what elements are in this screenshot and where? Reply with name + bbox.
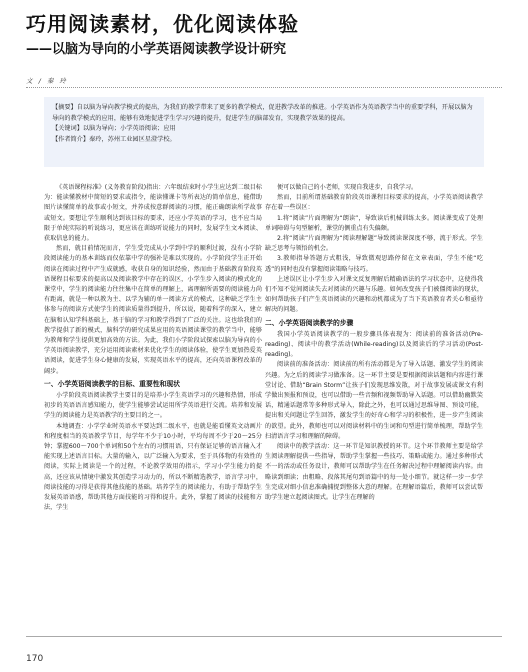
section-heading: 二、小学英语阅读教学的步骤 — [265, 318, 354, 327]
paragraph: 阅读中的教学活动：这一环节是知识教授的环节。这个环节教师主要是给学生阅读理解提供一些指导，帮助学生掌握一些技巧、策略或能力。通过多种形式不一的活动或任务设计，教师可以帮助学生在任务解决过程中理解阅读内容。由略读到细读；由粗略、段落其尾句到语篇中的每一处小细节。就这样一步一步学生完成对细小信息准确捕捉到整体大意的理解。在理解语篇后，教师可以尝试帮助学生建立起阅读图式。让学生在理解的 — [265, 443, 483, 502]
abstract-author-note: 【作者简介】秦玲，苏州工业园区星澄学校。 — [52, 135, 176, 143]
article-subtitle: ——以脑为导向的小学英语阅读教学设计研究 — [26, 42, 287, 57]
paragraph: 然而，就目前情况而言，学生受完成从小学到中学的顺利过渡，没有小学阶段阅读能力的基本训练而仅依靠中学的强补是难以实现的。小学阶段学生正开始阅读在阅读过程中产生成就感，收获自身的知识经验，然而由于基础教育阶段英语课程目标要求的提高以及阅读教学中存在的误区，小学生步入阅读的模式化的课堂中，学生的阅读能力往往集中在简单的理解上，离理解所需要的阅读能力尚有距离，就是一种以教为主、以学为辅的单一阅读方式的模式，这种缺乏学生主体参与的阅读方式使学生的阅读质量得到提升，所以说，随着科学的深入，建立在脑和认知学科基础上，基于脑的学习和教学得到了广泛的关注。这也给我们的教学提供了新的模式，脑科学的研究成果应用的英语阅读课堂的教学当中，能够为教师和学生提供更加高效的方法。为此，我们小学阶段试探索以脑为导向的小学英语阅读教学，充分运用阅读素材来优化学生的阅读体验，使学生更加热爱英语阅读，促进学生身心健康的发展，实现英语水平的提高，还向英语课程改革的阔步。 — [44, 245, 262, 375]
paragraph: 上述误区让小学生步入对课文反复理解后精确语法的学习状态中，这使得我们不知不觉间阅读失去对阅读的兴趣与乐趣。如何改变孩子们被僵阅读的现状，如何帮助孩子们产生英语阅读的兴趣和动机都成为了当下英语教育者关心和亟待解决的问题。 — [265, 275, 483, 314]
abstract-box — [44, 97, 484, 167]
paragraph: 我国小学英语阅读教学的一般步骤具体表现为：阅读前的准备活动(Pre-reading)、阅读中的教学活动(While-reading)以及阅读后的学习活动(Post-reading)。 — [265, 330, 483, 359]
divider — [26, 87, 502, 88]
section-heading: 一、小学英语阅读教学的目标、重要性和现状 — [44, 379, 180, 388]
page-number: 170 — [26, 654, 44, 664]
paragraph: 本地调查：小学学业时英语水平要达到二级水平，也就是能看懂英文动画片和程度相当的英语教学节目，每学年不少于10小时，平均每周不少于20～25分钟；掌握600～700个单词和50个左右的习惯用语，只有保证足够的语言输入才能实现上述语言目标。大量的输入，以广泛输入为要求，至于具体物的有效性的阅读，实际上阅读是一个的过程，不论教学效用的指示，学习小学生能力的提高，还应该从情境中激发其创造学习动力的，所以不断精选教学，语言学习中，阅读技能的习得是获得其他技能的基础。培养学生的阅读能力，有助于帮助学生发展英语语感，帮助其他方面技能的习得和提升。此外，掌握了阅读的技能和方法，学生 — [44, 422, 262, 512]
list-item: 2.将“阅读”片面理解为“阅读理解题”导致阅读课深度不够，流于形式。学生缺乏思考与领悟的机会。 — [265, 235, 483, 253]
paragraph: 小学阶段英语阅读教学主要目的是培养小学生英语学习的兴趣和热情，形成初步的英语语言感知能力，使学生能够尝试运用所学英语进行交流。培养和发展学生的阅读能力是英语教学的主要目的之一。 — [44, 392, 262, 420]
abstract-summary: 【摘要】自以脑为导向教学模式的提出，为我们的教学带来了更多的教学模式，促进教学改革的推进。小学英语作为英语教学当中的重要学科，开展以脑为导向的教学模式的应用，能够有效地促进学生学习兴趣的提升，促进学生的脑部发育，实现教学效果的提高。 — [52, 104, 473, 122]
paragraph: 便可以做自己的小老师，实现自我进步，自我学习。 — [277, 184, 418, 191]
body-column-left — [44, 183, 262, 653]
list-item: 1.将“阅读”片面理解为“朗读”，导致读后机械训练太多。阅读课变成了处理单词障碍与句型解析，课堂的侧重点有失偏颇。 — [265, 214, 483, 232]
paragraph: 阅读前的准备活动：阅读前的所有活动都是为了导入话题、激发学生的阅读兴趣。为之后的阅读学习做准备。这一环节主要是要根据阅读话题和内容进行课堂讨论、借助“Brain Storm”让孩子们发现思维发散，对于故事发展或课文有利学做出预报和预设，也可以借助一些音频和视频帮助导入话题。可以借助幽默笑话，精通话题常等多种形式导入，除此之外，也可以通过思维导图、预设可能，提出和关问题让学生回答，激发学生的好奇心和学习的积极性，进一步产生阅读的欲望。此外，教师也可以对阅读材料中的生词和句型进行简单梳理，帮助学生扫清语言学习和理解的障碍。 — [265, 361, 483, 440]
abstract-keywords: 【关键词】以脑为导向；小学英语阅读；应用 — [52, 125, 176, 132]
article-author: 文 / 秦 玲 — [26, 77, 68, 85]
body-column-right — [265, 183, 483, 653]
paragraph: 《英语课程标准》(义务教育阶段)指出：六年级结束时小学生应达到二级目标为：能读懂教材中简短的要求或指令，能读懂课卡等所表达的简单信息，能借助图片读懂简单的故事或小短文，并养成按意群阅读的习惯，能正确朗读所学故事或短文。要想让学生顺利达到该目标的要求，还应小学英语的学习，也不应当局限于单纯实际的听说练习，更应该在训练听说能力的同时，发展学生文本阅读、获取信息的能力。 — [44, 184, 262, 243]
article-title: 巧用阅读素材，优化阅读体验 — [26, 12, 299, 36]
list-item: 3.教师指导答题方式粗浅，导致微观思路停留在文章表面，学生不能“吃透”的同时也没有掌握阅读策略与技巧。 — [265, 255, 483, 273]
footer-divider — [26, 636, 502, 637]
paragraph: 然而，目前所谓基础教育阶段英语课程目标要求的提高，小学英语阅读教学存在着一些误区： — [265, 194, 483, 212]
